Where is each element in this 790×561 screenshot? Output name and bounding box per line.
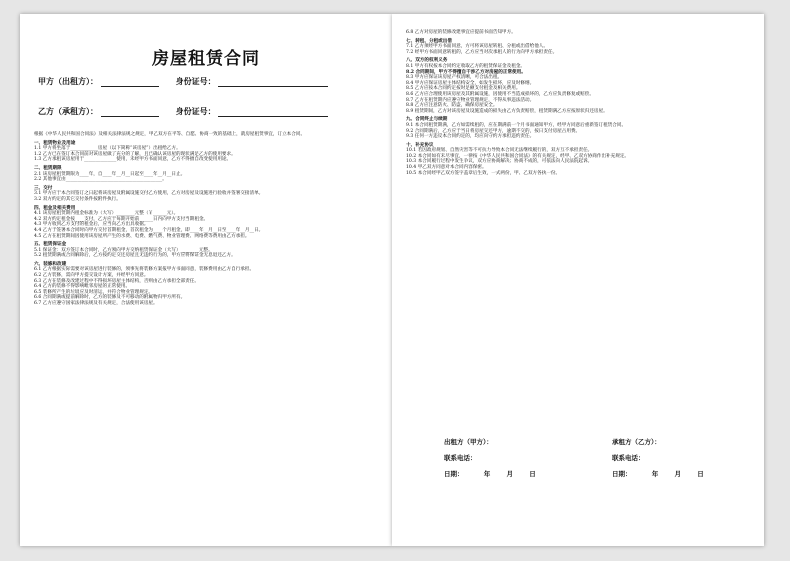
lessee-date-label: 日期： [612, 470, 632, 478]
clause-paragraph: 6.4 乙方的装修不得影响毗邻房屋的正常使用。 [34, 284, 131, 290]
clause-paragraph: 6.7 乙方应遵守国家法律法规及有关规定，合法使用该房屋。 [34, 301, 158, 307]
section-heading: 四、租金及相关费用 [34, 205, 76, 211]
contract-page-right [392, 14, 764, 546]
clause-paragraph: 4.5 乙方在租赁期间因使用该房屋所产生的水费、电费、燃气费、物业管理费、网络费等费用由乙方承担。 [34, 233, 250, 239]
clause-paragraph: 4.3 甲方收到乙方支付的租金后，应当向乙方出具收据。 [34, 222, 149, 228]
clause-paragraph: 6.6 合同期满或提前解除时，乙方的装修及不可移动的附属物归甲方所有。 [34, 295, 186, 301]
lessor-line [38, 76, 328, 87]
clause-paragraph: 3.2 双方约定的其它交付条件按附件执行。 [34, 196, 121, 202]
lessor-date-day: 日 [529, 470, 536, 478]
clause-paragraph: 7.2 经甲方书面同意转租的，乙方应当对次承租人的行为向甲方承担责任。 [406, 49, 558, 55]
clause-paragraph: 9.2 合同期满后，乙方应于当日将房屋交还甲方，逾期不交的，按日支付房屋占用费。 [406, 128, 581, 134]
clause-paragraph: 4.2 双方约定租金按____支付，乙方应于每期开始前______日内向甲方支付当期租金。 [34, 216, 209, 222]
clause-paragraph: 10.1 若因政府规划、自然灾害等不可抗力导致本合同无法继续履行的，双方互不承担责任。 [406, 148, 593, 154]
clause-paragraph: 10.3 本合同履行过程中发生争议，双方应协商解决；协商不成的，可依法向人民法院起诉。 [406, 159, 593, 165]
clause-paragraph: 9.3 任何一方违反本合同约定的，均应向守约方承担违约责任。 [406, 134, 535, 140]
contract-title: 房屋租赁合同 [152, 49, 260, 69]
section-heading: 六、装修和改建 [34, 261, 67, 267]
section-heading: 二、租赁期限 [34, 165, 62, 171]
clause-paragraph: 8.4 甲方应保证房屋主体结构安全，如发生损坏，应及时修缮。 [406, 80, 535, 86]
lessee-label: 乙方（承租方）： [38, 106, 98, 116]
lessee-date-day: 日 [697, 470, 704, 478]
clause-paragraph: 10.5 本合同经甲乙双方签字盖章后生效，一式两份，甲、乙双方各执一份。 [406, 170, 561, 176]
lessee-sign-label: 承租方（乙方）： [612, 438, 661, 446]
clause-paragraph: 8.3 甲方应保证该房屋产权清晰，可合法出租。 [406, 75, 503, 81]
clause-paragraph: 5.1 保证金：双方签订本合同时，乙方须向甲方交纳租赁保证金（大写）________元整。 [34, 247, 213, 253]
lessee-phone-label: 联系电话： [612, 454, 645, 462]
clause-paragraph: 8.1 甲方有权按本合同约定收取乙方的租赁保证金及租金。 [406, 63, 526, 69]
clause-paragraph: 8.6 乙方应合理使用该房屋及其附属设施，因使用不当造成损坏的，乙方应负责修复或赔偿。 [406, 91, 594, 97]
clause-paragraph: 8.5 乙方应按本合同约定按时足额支付租金及相关费用。 [406, 86, 521, 92]
clause-paragraph: 6.8 乙方对房屋的装修改建事宜应提前书面告知甲方。 [406, 30, 516, 35]
lessee-id-blank [218, 108, 328, 117]
clause-paragraph: 根据《中华人民共和国合同法》及相关法律法规之规定，甲乙双方在平等、自愿、协商一致的基础上，就房屋租赁事宜，订立本合同。 [34, 132, 306, 137]
lessee-id-label: 身份证号： [175, 106, 216, 116]
lessor-label: 甲方（出租方）： [38, 76, 98, 86]
lessor-date-year: 年 [483, 470, 491, 478]
section-heading: 一、租赁物业及用途 [34, 140, 76, 146]
clause-paragraph: 8.8 乙方应注意防火、防盗，确保房屋安全。 [406, 103, 498, 109]
lessee-line [38, 106, 328, 117]
section-heading: 十、补充协议 [406, 142, 434, 148]
lessor-id-blank [218, 78, 328, 87]
clause-paragraph: 6.5 装修所产生的垃圾应及时清运，并符合物业管理规定。 [34, 289, 154, 295]
lessor-id-label: 身份证号： [175, 76, 216, 86]
section-heading: 五、租赁保证金 [34, 242, 67, 248]
lessee-signature-block [612, 434, 704, 482]
lessor-signature-block [444, 434, 536, 482]
clause-paragraph: 8.9 租赁期间，乙方对该房屋及设施造成的损失由乙方负责赔偿，租赁期满乙方应按原状归还房屋。 [406, 108, 608, 114]
contract-body-left [34, 132, 380, 307]
lessor-date-month: 月 [506, 470, 514, 478]
clause-paragraph: 5.2 租赁期满或合同解除后，乙方按约定交还房屋且无违约行为的，甲方应将保证金无息退还乙方。 [34, 253, 236, 259]
clause-paragraph: 1.2 乙方已在签订本合同前对该房屋做了充分的了解，且已确认该房屋的现状满足乙方的使用要求。 [34, 151, 236, 157]
contract-body-right [406, 30, 752, 176]
clause-paragraph: 10.2 本合同如有未尽事宜，一律按《中华人民共和国合同法》的有关规定，经甲、乙双方协商作出补充规定。 [406, 153, 630, 159]
clause-paragraph: 10.4 甲乙双方同意对本合同内容保密。 [406, 165, 487, 171]
clause-paragraph: 7.1 乙方须经甲方书面同意，方可将该房屋转租、分租或出借给他人。 [406, 44, 548, 50]
clause-paragraph: 2.2 其他事宜由__________________________________________。 [34, 177, 167, 183]
clause-paragraph: 6.1 乙方根据实际需要对该房屋进行装修的，须事先将装修方案报甲方书面同意，装修费用由乙方自行承担。 [34, 267, 255, 273]
lessor-sign-label: 出租方（甲方）： [444, 438, 493, 446]
lessor-name-blank [101, 78, 159, 87]
clause-paragraph: 8.7 乙方在租赁期内应遵守物业管理规定，不得从事违法活动。 [406, 97, 535, 103]
clause-paragraph: 4.1 该房屋租赁期内租金标准为（大写）________元整（￥______元）。 [34, 211, 179, 217]
clause-paragraph: 4.4 乙方于签署本合同时向甲方交付首期租金，首次租金为____个月租金，即____年__月__日至____年__月__日。 [34, 227, 264, 233]
clause-paragraph: 8.2 合同期间，甲方不得擅自干涉乙方对房屋的正常使用。 [406, 69, 526, 75]
clause-paragraph: 1.1 甲方将坐落于____________房屋（以下简称“该房屋”）出租给乙方。 [34, 146, 181, 152]
clause-paragraph: 6.2 乙方装修，需向甲方提交设计方案，并经甲方同意。 [34, 273, 149, 279]
section-heading: 八、双方的权利义务 [406, 58, 448, 64]
lessor-date-label: 日期： [444, 470, 464, 478]
lessee-name-blank [101, 108, 159, 117]
clause-paragraph: 6.3 乙方在装修及改建过程中不得损坏房屋主体结构，否则由乙方承担全部责任。 [34, 278, 199, 284]
clause-paragraph: 9.1 本合同租赁期满，乙方如需续租的，应在期满前一个月书面通知甲方，经甲方同意后重新签订租赁合同。 [406, 122, 627, 128]
section-heading: 三、交付 [34, 185, 53, 191]
clause-paragraph: 3.1 甲方应于本合同签订之日起将该房屋及附属设施交付乙方使用，乙方对房屋及设施进行验收并签署交接清单。 [34, 191, 264, 197]
section-heading: 七、转租、分租或出借 [406, 38, 452, 44]
contract-page-left [20, 14, 392, 546]
section-heading: 九、合同终止与续期 [406, 117, 448, 123]
lessor-phone-label: 联系电话： [444, 454, 477, 462]
lessee-date-year: 年 [651, 470, 659, 478]
clause-paragraph: 2.1 该房屋租赁期限为____年，自____年__月__日起至____年__月__日止。 [34, 171, 186, 177]
clause-paragraph: 1.3 乙方承租该房屋用于______________使用，未经甲方书面同意，乙方不得擅自改变使用用途。 [34, 157, 232, 163]
lessee-date-month: 月 [674, 470, 682, 478]
